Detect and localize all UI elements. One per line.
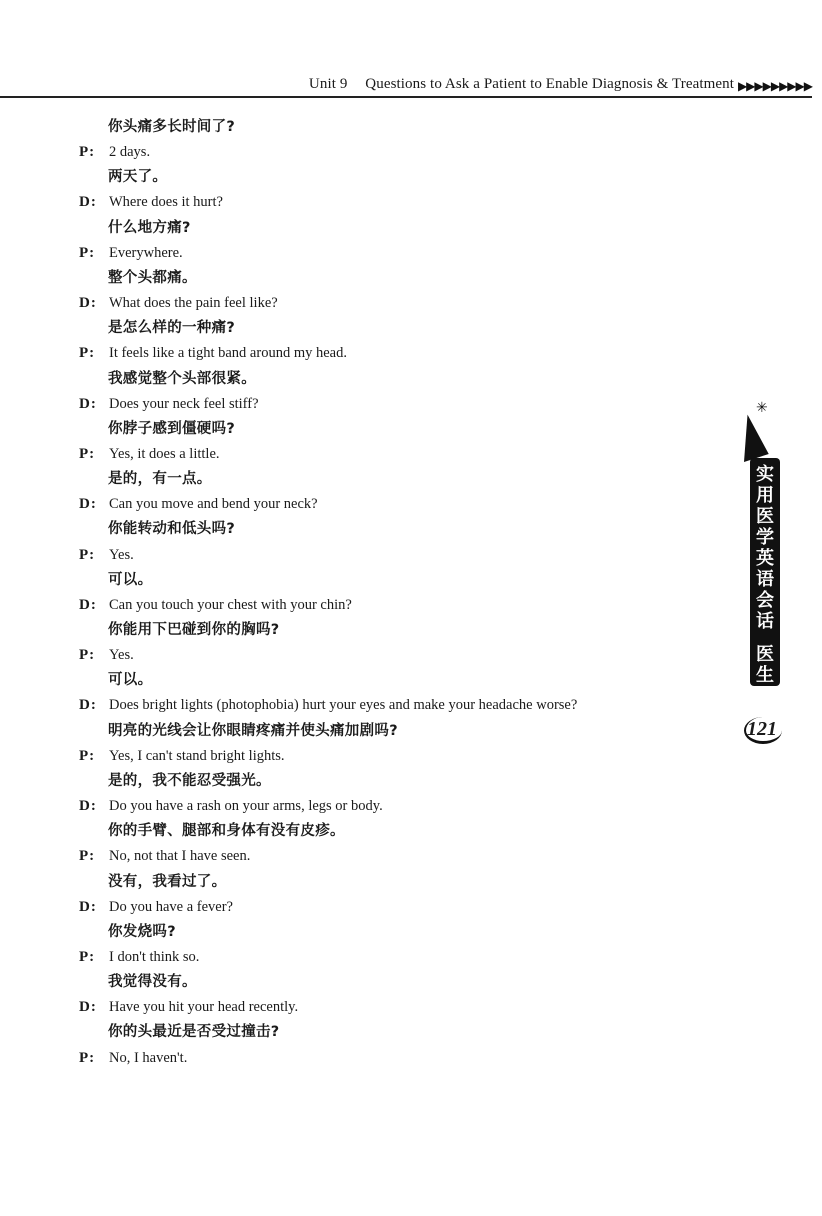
chinese-line: 你能用下巴碰到你的胸吗? [108, 622, 280, 638]
speaker-label: P: [79, 647, 95, 664]
side-tab-text [750, 464, 780, 707]
side-tab-gap [750, 632, 780, 644]
speaker-colon: : [89, 144, 95, 161]
side-tab-char: 用 [756, 485, 774, 506]
side-tab-char: 语 [756, 569, 774, 590]
speaker-colon: : [89, 546, 95, 563]
chinese-line: 你头痛多长时间了? [108, 119, 236, 135]
speaker-colon: : [89, 948, 95, 965]
speaker-colon: : [89, 244, 95, 261]
header-rule [0, 96, 812, 98]
side-tab-section-char: 生 [756, 665, 774, 686]
speaker-label: P: [79, 244, 95, 261]
english-line: Yes. [109, 647, 134, 664]
side-tab [744, 400, 788, 760]
speaker-label: D: [79, 798, 96, 815]
spark-icon: ✳ [756, 401, 768, 416]
side-tab-char: 实 [756, 464, 774, 485]
header-text [309, 76, 734, 93]
speaker-colon: : [90, 999, 96, 1016]
flag-icon [730, 412, 768, 462]
speaker-label: P: [79, 345, 95, 362]
speaker-colon: : [90, 194, 96, 211]
chinese-line: 是的，我不能忍受强光。 [108, 772, 271, 789]
english-line: Yes, it does a little. [109, 445, 220, 462]
speaker-colon: : [90, 798, 96, 815]
english-line: Does bright lights (photophobia) hurt your eyes and make your headache worse? [109, 697, 578, 714]
chinese-line: 没有，我看过了。 [108, 873, 227, 890]
side-tab-section-char: 篇 [756, 686, 774, 707]
chinese-line: 整个头都痛。 [108, 269, 197, 286]
speaker-colon: : [89, 848, 95, 865]
speaker-label: D: [79, 194, 96, 211]
speaker-label: P: [79, 144, 95, 161]
running-header [0, 70, 822, 98]
chinese-line: 什么地方痛? [108, 219, 191, 236]
chinese-line: 我觉得没有。 [108, 974, 197, 991]
header-arrows-icon: ▶▶▶▶▶▶▶▶▶ [737, 79, 812, 93]
chinese-line: 你的头最近是否受过撞击? [108, 1024, 280, 1041]
english-line: Do you have a rash on your arms, legs or body. [109, 798, 383, 815]
chinese-line: 你脖子感到僵硬吗? [108, 420, 236, 437]
chinese-line: 明亮的光线会让你眼睛疼痛并使头痛加剧吗? [108, 722, 398, 739]
speaker-label: D: [79, 898, 96, 915]
speaker-colon: : [89, 1049, 95, 1066]
page-number: 121 [740, 714, 784, 744]
english-line: No, I haven't. [109, 1049, 188, 1066]
speaker-colon: : [89, 445, 95, 462]
speaker-colon: : [90, 898, 96, 915]
english-line: I don't think so. [109, 948, 200, 965]
speaker-colon: : [89, 747, 95, 764]
speaker-label: P: [79, 445, 95, 462]
chinese-line: 你能转动和低头吗? [108, 521, 236, 538]
speaker-colon: : [90, 496, 96, 513]
speaker-label: D: [79, 395, 96, 412]
speaker-label: P: [79, 948, 95, 965]
english-line: 2 days. [109, 144, 151, 161]
side-tab-char: 医 [756, 506, 774, 527]
chinese-line: 可以。 [108, 672, 153, 689]
speaker-colon: : [90, 697, 96, 714]
english-line: Does your neck feel stiff? [109, 395, 259, 412]
speaker-label: D: [79, 697, 96, 714]
side-tab-char: 话 [756, 611, 774, 632]
side-tab-char: 学 [756, 527, 774, 548]
english-line: Can you move and bend your neck? [109, 496, 318, 513]
speaker-label: D: [79, 596, 96, 613]
speaker-label: D: [79, 999, 96, 1016]
english-line: It feels like a tight band around my head. [109, 345, 347, 362]
english-line: Do you have a fever? [109, 898, 233, 915]
speaker-label: P: [79, 1049, 95, 1066]
header-title: Questions to Ask a Patient to Enable Diagnosis & Treatment [365, 76, 734, 92]
english-line: What does the pain feel like? [109, 295, 278, 312]
english-line: Yes, I can't stand bright lights. [109, 747, 285, 764]
side-tab-section-char: 医 [756, 644, 774, 665]
speaker-label: P: [79, 747, 95, 764]
english-line: Yes. [109, 546, 134, 563]
speaker-colon: : [89, 647, 95, 664]
chinese-line: 两天了。 [108, 169, 168, 186]
speaker-label: D: [79, 496, 96, 513]
english-line: Can you touch your chest with your chin? [109, 596, 352, 613]
speaker-label: P: [79, 546, 95, 563]
english-line: Have you hit your head recently. [109, 999, 299, 1016]
speaker-colon: : [90, 295, 96, 312]
chinese-line: 是的，有一点。 [108, 471, 212, 488]
chinese-line: 可以。 [108, 571, 153, 588]
chinese-line: 你的手臂、腿部和身体有没有皮疹。 [108, 823, 345, 840]
chinese-line: 我感觉整个头部很紧。 [108, 370, 256, 387]
side-tab-char: 英 [756, 548, 774, 569]
header-unit: Unit 9 [308, 76, 348, 92]
chinese-line: 是怎么样的一种痛? [108, 320, 236, 337]
chinese-line: 你发烧吗? [108, 923, 176, 940]
english-line: Everywhere. [109, 244, 183, 261]
english-line: Where does it hurt? [109, 194, 223, 211]
speaker-colon: : [89, 345, 95, 362]
speaker-label: D: [79, 295, 96, 312]
speaker-colon: : [90, 596, 96, 613]
speaker-colon: : [90, 395, 96, 412]
side-tab-char: 会 [756, 590, 774, 611]
speaker-label: P: [79, 848, 95, 865]
english-line: No, not that I have seen. [109, 848, 251, 865]
